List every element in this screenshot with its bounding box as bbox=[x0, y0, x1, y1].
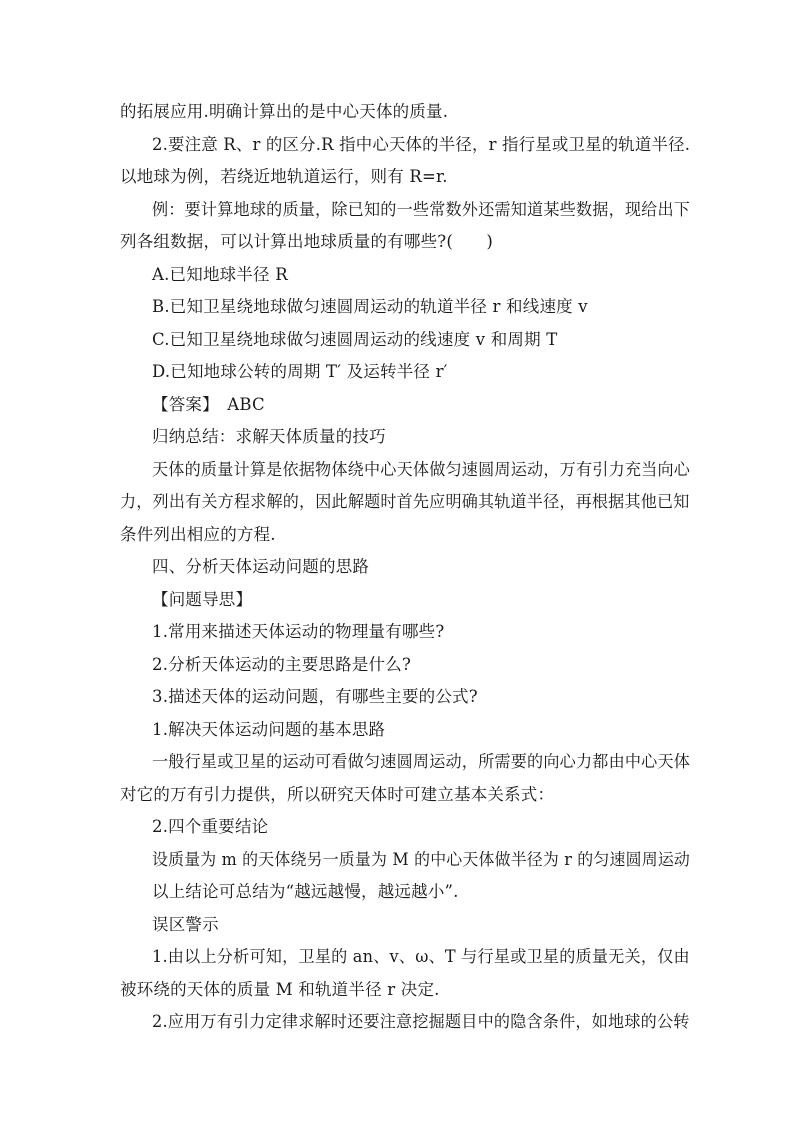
text-line: 天体的质量计算是依据物体绕中心天体做匀速圆周运动，万有引力充当向心 bbox=[152, 460, 691, 479]
section-heading: 【问题导思】 bbox=[152, 590, 253, 609]
text-line: 设质量为 m 的天体绕另一质量为 M 的中心天体做半径为 r 的匀速圆周运动 bbox=[152, 850, 691, 869]
text-line: 列各组数据，可以计算出地球质量的有哪些?( ) bbox=[120, 232, 494, 251]
answer-option-b: B.已知卫星绕地球做匀速圆周运动的轨道半径 r 和线速度 v bbox=[152, 297, 588, 316]
question-item: 1.常用来描述天体运动的物理量有哪些? bbox=[152, 622, 445, 641]
question-item: 3.描述天体的运动问题，有哪些主要的公式? bbox=[152, 687, 478, 706]
text-line: 2.应用万有引力定律求解时还要注意挖掘题目中的隐含条件，如地球的公转 bbox=[152, 1012, 690, 1031]
text-line: 条件列出相应的方程. bbox=[120, 525, 276, 544]
text-line: 力，列出有关方程求解的，因此解题时首先应明确其轨道半径，再根据其他已知 bbox=[120, 492, 690, 511]
answer-option-a: A.已知地球半径 R bbox=[152, 265, 288, 284]
section-heading: 误区警示 bbox=[152, 915, 219, 934]
text-line: 对它的万有引力提供，所以研究天体时可建立基本关系式： bbox=[120, 785, 555, 804]
text-line: 以地球为例，若绕近地轨道运行，则有 R=r. bbox=[120, 167, 448, 186]
section-heading: 四、分析天体运动问题的思路 bbox=[152, 557, 370, 576]
answer-option-d: D.已知地球公转的周期 T′ 及运转半径 r′ bbox=[152, 362, 448, 381]
text-line: 以上结论可总结为“越远越慢，越远越小”. bbox=[152, 882, 459, 901]
section-heading: 2.四个重要结论 bbox=[152, 817, 269, 836]
text-line: 的拓展应用.明确计算出的是中心天体的质量. bbox=[120, 102, 449, 121]
text-line: 例：要计算地球的质量，除已知的一些常数外还需知道某些数据，现给出下 bbox=[152, 200, 691, 219]
text-line: 被环绕的天体的质量 M 和轨道半径 r 决定. bbox=[120, 980, 440, 999]
answer-option-c: C.已知卫星绕地球做匀速圆周运动的线速度 v 和周期 T bbox=[152, 330, 558, 349]
text-line: 1.由以上分析可知，卫星的 an、v、ω、T 与行星或卫星的质量无关，仅由 bbox=[152, 947, 690, 966]
text-line: 2.要注意 R、r 的区分.R 指中心天体的半径，r 指行星或卫星的轨道半径. bbox=[152, 135, 691, 154]
answer-label: 【答案】 ABC bbox=[152, 395, 265, 414]
text-line: 一般行星或卫星的运动可看做匀速圆周运动，所需要的向心力都由中心天体 bbox=[152, 752, 691, 771]
section-heading: 1.解决天体运动问题的基本思路 bbox=[152, 720, 386, 739]
question-item: 2.分析天体运动的主要思路是什么? bbox=[152, 655, 411, 674]
section-heading: 归纳总结：求解天体质量的技巧 bbox=[152, 427, 386, 446]
